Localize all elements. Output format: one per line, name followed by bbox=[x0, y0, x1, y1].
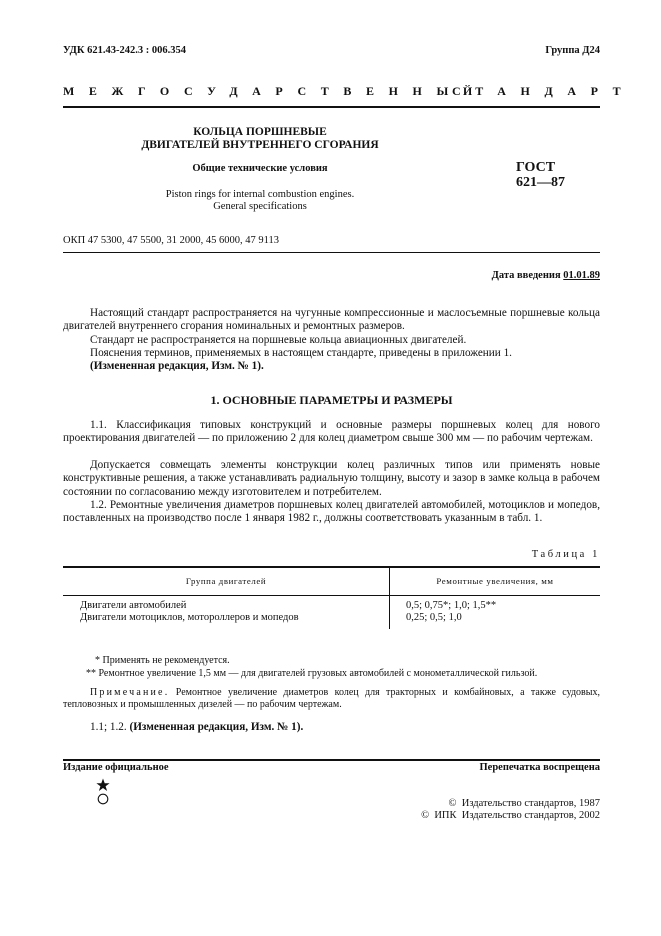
table-header-group: Группа двигателей bbox=[185, 576, 267, 586]
english-title-1: Piston rings for internal combustion engines. bbox=[165, 189, 355, 200]
intro-p3: Пояснения терминов, применяемых в настоящем стандарте, приведены в приложении 1. bbox=[90, 347, 512, 359]
amendment-text: (Измененная редакция, Изм. № 1). bbox=[129, 721, 304, 733]
official-edition: Издание официальное bbox=[63, 762, 169, 773]
banner-left: МЕЖГОСУДАРСТВЕННЫЙ bbox=[63, 84, 487, 98]
amendment-line bbox=[90, 721, 303, 734]
footnote-1: * Применять не рекомендуется. bbox=[95, 655, 230, 666]
star-icon bbox=[96, 778, 110, 792]
subtitle: Общие технические условия bbox=[192, 163, 328, 174]
okp-rule bbox=[63, 252, 600, 253]
table-row-2-values: 0,25; 0,5; 1,0 bbox=[406, 612, 462, 623]
title-line1: КОЛЬЦА ПОРШНЕВЫЕ bbox=[193, 126, 327, 138]
copyright-2002: © ИПК Издательство стандартов, 2002 bbox=[421, 810, 600, 821]
date-value: 01.01.89 bbox=[563, 270, 600, 281]
table-header-increase: Ремонтные увеличения, мм bbox=[436, 576, 554, 586]
section-p3: 1.2. Ремонтные увеличения диаметров поршневых колец двигателей автомобилей, мотоциклов и мопедов, поставленных на производство после 1 января 1982 г., должны соответствовать указанным в табл. 1. bbox=[63, 499, 600, 525]
title-line2: ДВИГАТЕЛЕЙ ВНУТРЕННЕГО СГОРАНИЯ bbox=[141, 139, 379, 151]
circle-icon bbox=[97, 792, 109, 804]
intro-p1: Настоящий стандарт распространяется на чугунные компрессионные и маслосъемные поршневые кольца двигателей внутреннего сгорания номинальных и ремонтных размеров. bbox=[63, 307, 600, 333]
date-label: Дата введения bbox=[491, 270, 561, 281]
reprint-prohibited: Перепечатка воспрещена bbox=[479, 762, 600, 773]
intro-amendment: (Измененная редакция, Изм. № 1). bbox=[90, 360, 264, 372]
english-title-2: General specifications bbox=[213, 201, 307, 212]
table-caption: Таблица 1 bbox=[531, 549, 600, 560]
gost-number: 621—87 bbox=[516, 175, 565, 190]
table-row-2-group: Двигатели мотоциклов, мотороллеров и мопедов bbox=[80, 612, 299, 623]
udk-code: УДК 621.43-242.3 : 006.354 bbox=[63, 45, 186, 56]
section-p1: 1.1. Классификация типовых конструкций и основные размеры поршневых колец для нового проектирования двигателей — по приложению 2 для колец диаметром свыше 300 мм — по рабочим чертежам. bbox=[63, 419, 600, 445]
amendment-prefix: 1.1; 1.2. bbox=[90, 721, 127, 733]
footnote-2: ** Ремонтное увеличение 1,5 мм — для двигателей грузовых автомобилей с монометаллической гильзой. bbox=[86, 668, 538, 679]
table-top-rule bbox=[63, 566, 600, 568]
note-text: Ремонтное увеличение диаметров колец для тракторных и комбайновых, а также судовых, тепловозных и промышленных дизелей — по рабочим чертежам. bbox=[63, 687, 601, 710]
intro-p2: Стандарт не распространяется на поршневые кольца авиационных двигателей. bbox=[90, 334, 467, 346]
copyright-1987: © Издательство стандартов, 1987 bbox=[448, 798, 600, 809]
table-row-1-values: 0,5; 0,75*; 1,0; 1,5** bbox=[406, 600, 497, 611]
okp-codes: ОКП 47 5300, 47 5500, 31 2000, 45 6000, 47 9113 bbox=[63, 235, 280, 246]
footer-rule bbox=[63, 759, 600, 761]
gost-label: ГОСТ bbox=[516, 160, 556, 175]
section-heading: 1. ОСНОВНЫЕ ПАРАМЕТРЫ И РАЗМЕРЫ bbox=[210, 393, 453, 407]
note-label: Примечание. bbox=[90, 687, 170, 698]
date-line bbox=[492, 270, 600, 281]
group-code: Группа Д24 bbox=[545, 45, 600, 56]
section-p2: Допускается совмещать элементы конструкции колец различных типов или применять новые конструктивные решения, а также устанавливать радиальную толщину, высоту и зазор в замке кольца в рабочем состоянии по согласованию между изготовителем и потребителем. bbox=[63, 459, 600, 498]
table-row-1-group: Двигатели автомобилей bbox=[80, 600, 187, 611]
note bbox=[63, 687, 600, 711]
banner-right: СТАНДАРТ bbox=[452, 84, 636, 98]
table-header-rule bbox=[63, 595, 600, 596]
banner-rule bbox=[63, 106, 600, 108]
